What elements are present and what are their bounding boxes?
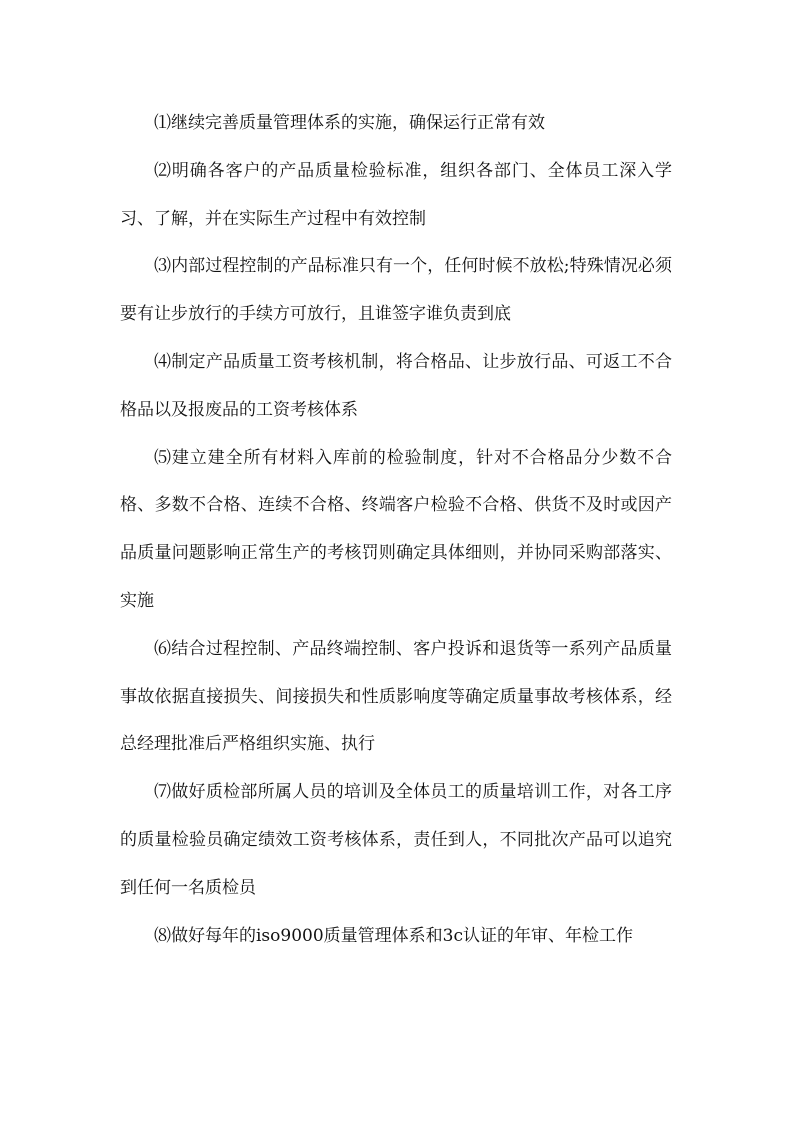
document-body: [120, 100, 672, 960]
paragraph-7: ⑺做好质检部所属人员的培训及全体员工的质量培训工作，对各工序的质量检验员确定绩效工资考核体系，责任到人，不同批次产品可以追究到任何一名质检员: [120, 782, 672, 898]
paragraph-4: ⑷制定产品质量工资考核机制，将合格品、让步放行品、可返工不合格品以及报废品的工资考核体系: [120, 351, 672, 420]
paragraph-3: ⑶内部过程控制的产品标准只有一个，任何时候不放松;特殊情况必须要有让步放行的手续方可放行，且谁签字谁负责到底: [120, 256, 672, 325]
paragraph-8: ⑻做好每年的iso9000质量管理体系和3c认证的年审、年检工作: [154, 925, 633, 946]
paragraph-5: ⑸建立建全所有材料入库前的检验制度，针对不合格品分少数不合格、多数不合格、连续不合格、终端客户检验不合格、供货不及时或因产品质量问题影响正常生产的考核罚则确定具体细则，并协同采购部落实、实施: [120, 447, 672, 611]
paragraph-1: ⑴继续完善质量管理体系的实施，确保运行正常有效: [154, 113, 545, 133]
paragraph-6: ⑹结合过程控制、产品终端控制、客户投诉和退货等一系列产品质量事故依据直接损失、间接损失和性质影响度等确定质量事故考核体系，经总经理批准后严格组织实施、执行: [120, 638, 672, 755]
paragraph-2: ⑵明确各客户的产品质量检验标准，组织各部门、全体员工深入学习、了解，并在实际生产过程中有效控制: [120, 160, 672, 229]
